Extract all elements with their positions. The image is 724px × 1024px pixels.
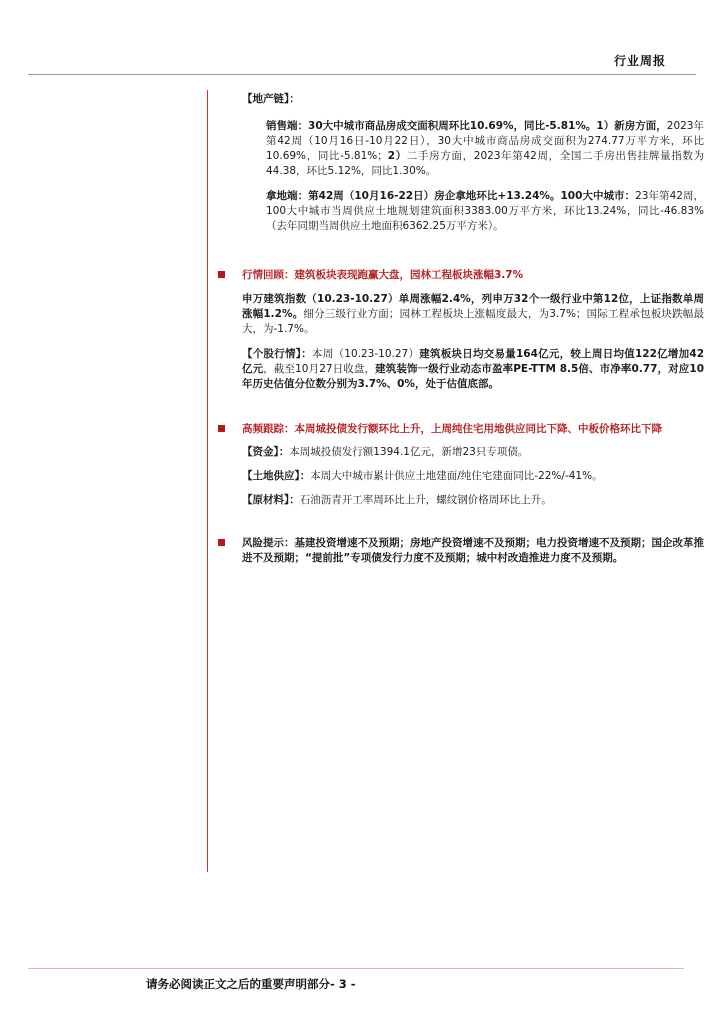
high-frequency-section [218, 422, 704, 508]
material-label: 【原材料】： [242, 494, 300, 506]
material-text: 石油沥青开工率周环比上升，螺纹钢价格周环比上升。 [299, 494, 552, 506]
sales-lead-2: 2） [387, 150, 407, 162]
footer-divider [28, 968, 684, 969]
land-rest: 23年第42周，100大中城市当周供应土地规划建筑面积3383.00万平方米，环比13.24%，同比-46.83%（去年同期当周供应土地面积6362.25万平方米）。 [266, 190, 704, 232]
sales-lead: 销售端：30大中城市商品房成交面积周环比10.69%，同比-5.81%。1）新房方面， [266, 120, 667, 132]
funds-line [242, 445, 704, 460]
market-index-lead: 申万建筑指数（10.23-10.27）单周涨幅2.4%，列申万32个一级行业中第12位，上证指数单周涨幅1.2%。 [242, 293, 704, 320]
market-index-rest: 细分三级行业方面；园林工程板块上涨幅度最大，为3.7%；国际工程承包板块跌幅最大，为-1.7%。 [242, 308, 704, 335]
stock-a: 本周（10.23-10.27） [312, 348, 420, 360]
bullet-square-icon [218, 539, 225, 546]
stock-d: 建筑装饰一级行业动态市盈率PE-TTM 8.5倍、市净率0.77，对应10年历史估值分位数分别为3.7%、0%，处于估值底部。 [242, 363, 704, 390]
high-frequency-title: 高频跟踪：本周城投债发行额环比上升，上周纯住宅用地供应同比下降、中板价格环比下降 [242, 423, 662, 435]
risk-section [218, 536, 704, 566]
stock-lead: 【个股行情】： [242, 348, 313, 360]
market-review-section [218, 268, 704, 392]
land-supply-line [242, 469, 704, 484]
stock-paragraph [242, 347, 704, 392]
sales-rest: 2023年第42周（10月16日-10月22日），30大中城市商品房成交面积为274.77万平方米，环比10.69%，同比-5.81%； [266, 120, 704, 162]
report-type-title: 行业周报 [613, 54, 666, 68]
header-divider [28, 74, 696, 75]
side-accent-rule [207, 90, 208, 872]
market-index-paragraph [242, 292, 704, 337]
stock-c: ，截至10月27日收盘， [263, 363, 376, 375]
land-supply-label: 【土地供应】： [242, 470, 311, 482]
funds-text: 本周城投债发行额1394.1亿元，新增23只专项债。 [289, 446, 529, 458]
land-supply-text: 本周大中城市累计供应土地建面/纯住宅建面同比-22%/-41%。 [310, 470, 603, 482]
page-content [218, 92, 704, 566]
sales-rest-2: 二手房方面，2023年第42周，全国二手房出售挂牌量指数为44.38，环比5.12%，同比1.30%。 [266, 150, 704, 177]
risk-warning-text: 风险提示：基建投资增速不及预期；房地产投资增速不及预期；电力投资增速不及预期；国企改革推进不及预期；“提前批”专项债发行力度不及预期；城中村改造推进力度不及预期。 [242, 537, 704, 564]
realestate-heading: 【地产链】： [242, 93, 300, 105]
bullet-square-icon [218, 425, 225, 432]
land-paragraph [266, 189, 704, 234]
realestate-block [266, 119, 704, 234]
bullet-square-icon [218, 271, 225, 278]
sales-paragraph [266, 119, 704, 179]
market-review-title: 行情回顾：建筑板块表现跑赢大盘，园林工程板块涨幅3.7% [242, 269, 524, 281]
land-lead: 拿地端：第42周（10月16-22日）房企拿地环比+13.24%。100大中城市： [266, 190, 636, 202]
stock-b: 建筑板块日均交易量164亿元，较上周日均值122亿增加42亿元 [242, 348, 704, 375]
footer-disclaimer: 请务必阅读正文之后的重要声明部分- 3 - [146, 977, 356, 991]
material-line [242, 493, 704, 508]
funds-label: 【资金】： [242, 446, 290, 458]
